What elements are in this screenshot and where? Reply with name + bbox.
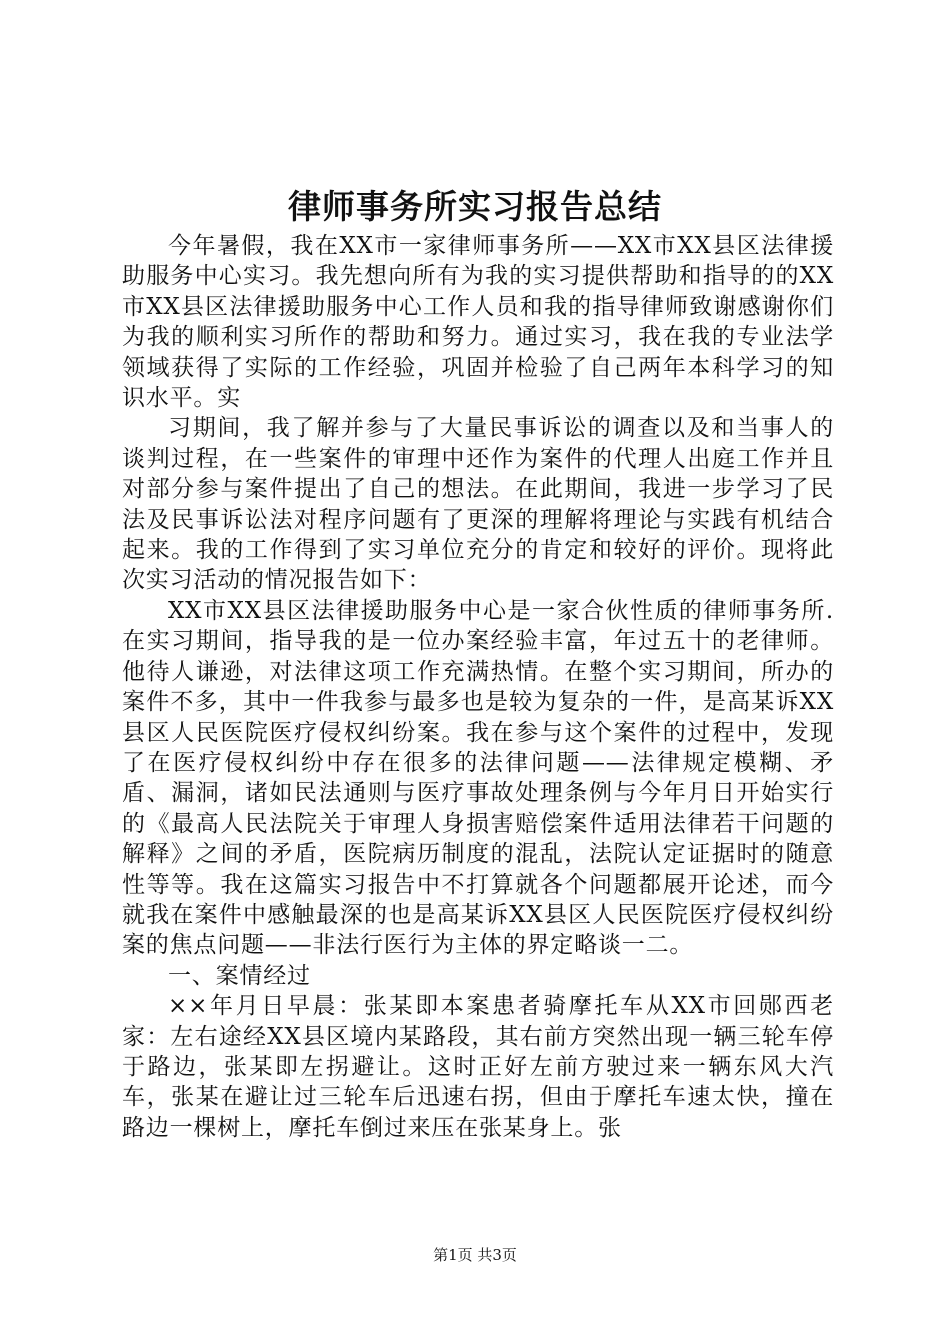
paragraph-2: 习期间，我了解并参与了大量民事诉讼的调查以及和当事人的谈判过程，在一些案件的审理中还作为案件的代理人出庭工作并且对部分参与案件提出了自己的想法。在此期间，我进一步学习了民法及民事诉讼法对程序问题有了更深的理解将理论与实践有机结合起来。我的工作得到了实习单位充分的肯定和较好的评价。现将此次实习活动的情况报告如下： — [122, 415, 834, 594]
page-footer: 第1页 共3页 — [433, 1246, 517, 1264]
section-heading-case: 一、案情经过 — [168, 962, 311, 989]
paragraph-1: 今年暑假，我在XX市一家律师事务所——XX市XX县区法律援助服务中心实习。我先想向所有为我的实习提供帮助和指导的的XX市XX县区法律援助服务中心工作人员和我的指导律师致谢感谢你们为我的顺利实习所作的帮助和努力。通过实习，我在我的专业法学领域获得了实际的工作经验，巩固并检验了自己两年本科学习的知识水平。实 — [122, 233, 834, 412]
paragraph-5: ××年月日早晨：张某即本案患者骑摩托车从XX市回郧西老家：左右途经XX县区境内某路段，其右前方突然出现一辆三轮车停于路边，张某即左拐避让。这时正好左前方驶过来一辆东风大汽车，张某在避让过三轮车后迅速右拐，但由于摩托车速太快，撞在路边一棵树上，摩托车倒过来压在张某身上。张 — [122, 993, 834, 1141]
document-body — [122, 231, 834, 1143]
paragraph-3: XX市XX县区法律援助服务中心是一家合伙性质的律师事务所.在实习期间，指导我的是一位办案经验丰富，年过五十的老律师。他待人谦逊，对法律这项工作充满热情。在整个实习期间，所办的案件不多，其中一件我参与最多也是较为复杂的一件，是高某诉XX县区人民医院医疗侵权纠纷案。我在参与这个案件的过程中，发现了在医疗侵权纠纷中存在很多的法律问题——法律规定模糊、矛盾、漏洞，诸如民法通则与医疗事故处理条例与今年月日开始实行的《最高人民法院关于审理人身损害赔偿案件适用法律若干问题的解释》之间的矛盾，医院病历制度的混乱，法院认定证据时的随意性等等。我在这篇实习报告中不打算就各个问题都展开论述，而今就我在案件中感触最深的也是高某诉XX县区人民医院医疗侵权纠纷案的焦点问题——非法行医行为主体的界定略谈一二。 — [122, 597, 834, 959]
document-title: 律师事务所实习报告总结 — [288, 187, 662, 226]
